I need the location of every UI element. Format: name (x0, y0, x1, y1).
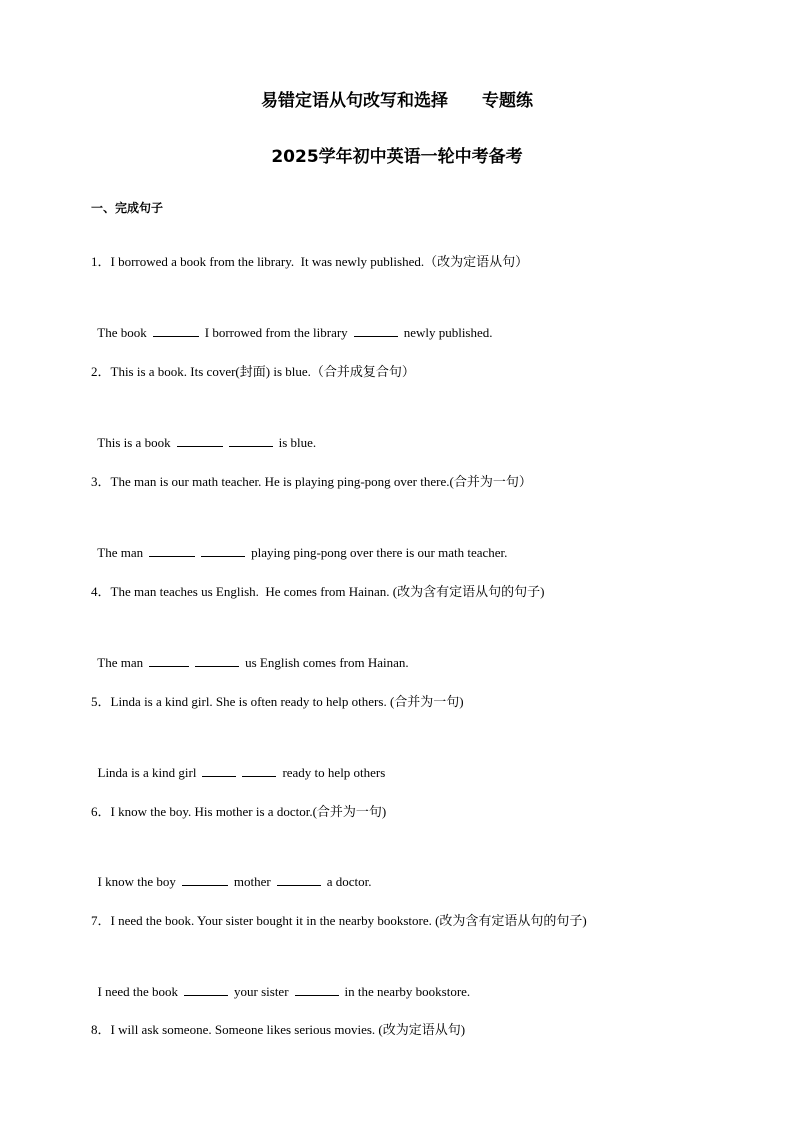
answer-text: I need the book (97, 984, 179, 999)
document-title: 易错定语从句改写和选择 专题练 (261, 91, 533, 111)
answer-text: Linda is a kind girl (97, 765, 197, 780)
answer-blank[interactable] (229, 435, 273, 447)
answer-blank[interactable] (242, 765, 276, 777)
answer-text: your sister (234, 984, 289, 999)
answer-text: The man (97, 545, 144, 560)
answer-text: us English comes from Hainan. (245, 655, 409, 670)
answer-text: The man (97, 655, 144, 670)
question-7-prompt: 7．I need the book. Your sister bought it in the nearby bookstore. (改为含有定语从句的句子) (91, 913, 587, 928)
answer-text: I borrowed from the library (204, 325, 348, 340)
answer-text: a doctor. (326, 874, 372, 889)
answer-blank[interactable] (149, 545, 195, 557)
answer-text: is blue. (278, 435, 317, 450)
answer-blank[interactable] (277, 874, 321, 886)
answer-text: I know the boy (97, 874, 176, 889)
question-1-prompt: 1．I borrowed a book from the library. It was newly published.（改为定语从句） (91, 254, 529, 269)
section-heading: 一、完成句子 (91, 201, 164, 215)
question-3-prompt: 3．The man is our math teacher. He is playing ping-pong over there.(合并为一句） (91, 474, 532, 489)
question-3-answer (91, 529, 507, 561)
answer-text: The book (97, 325, 147, 340)
question-6-prompt: 6．I know the boy. His mother is a doctor.(合并为一句) (91, 804, 387, 819)
answer-blank[interactable] (149, 655, 189, 667)
answer-text: in the nearby bookstore. (344, 984, 471, 999)
question-2-prompt: 2．This is a book. Its cover(封面) is blue.（合并成复合句） (91, 364, 415, 379)
question-8-prompt: 8．I will ask someone. Someone likes serious movies. (改为定语从句) (91, 1022, 466, 1037)
answer-blank[interactable] (201, 545, 245, 557)
answer-text: This is a book (97, 435, 171, 450)
question-4-prompt: 4．The man teaches us English. He comes from Hainan. (改为含有定语从句的句子) (91, 584, 545, 599)
question-4-answer (91, 639, 409, 671)
document-subtitle: 2025学年初中英语一轮中考备考 (271, 147, 523, 167)
answer-text: ready to help others (282, 765, 386, 780)
question-7-answer (91, 968, 470, 1000)
question-2-answer (91, 419, 316, 451)
answer-blank[interactable] (295, 984, 339, 996)
answer-blank[interactable] (195, 655, 239, 667)
question-5-prompt: 5．Linda is a kind girl. She is often ready to help others. (合并为一句) (91, 694, 464, 709)
answer-text: newly published. (403, 325, 493, 340)
question-6-answer (91, 858, 371, 890)
question-5-answer (91, 749, 385, 781)
answer-text: playing ping-pong over there is our math teacher. (251, 545, 508, 560)
answer-blank[interactable] (202, 765, 236, 777)
answer-blank[interactable] (184, 984, 228, 996)
answer-blank[interactable] (153, 325, 199, 337)
answer-blank[interactable] (177, 435, 223, 447)
answer-text: mother (233, 874, 271, 889)
question-1-answer (91, 309, 493, 341)
answer-blank[interactable] (182, 874, 228, 886)
answer-blank[interactable] (354, 325, 398, 337)
